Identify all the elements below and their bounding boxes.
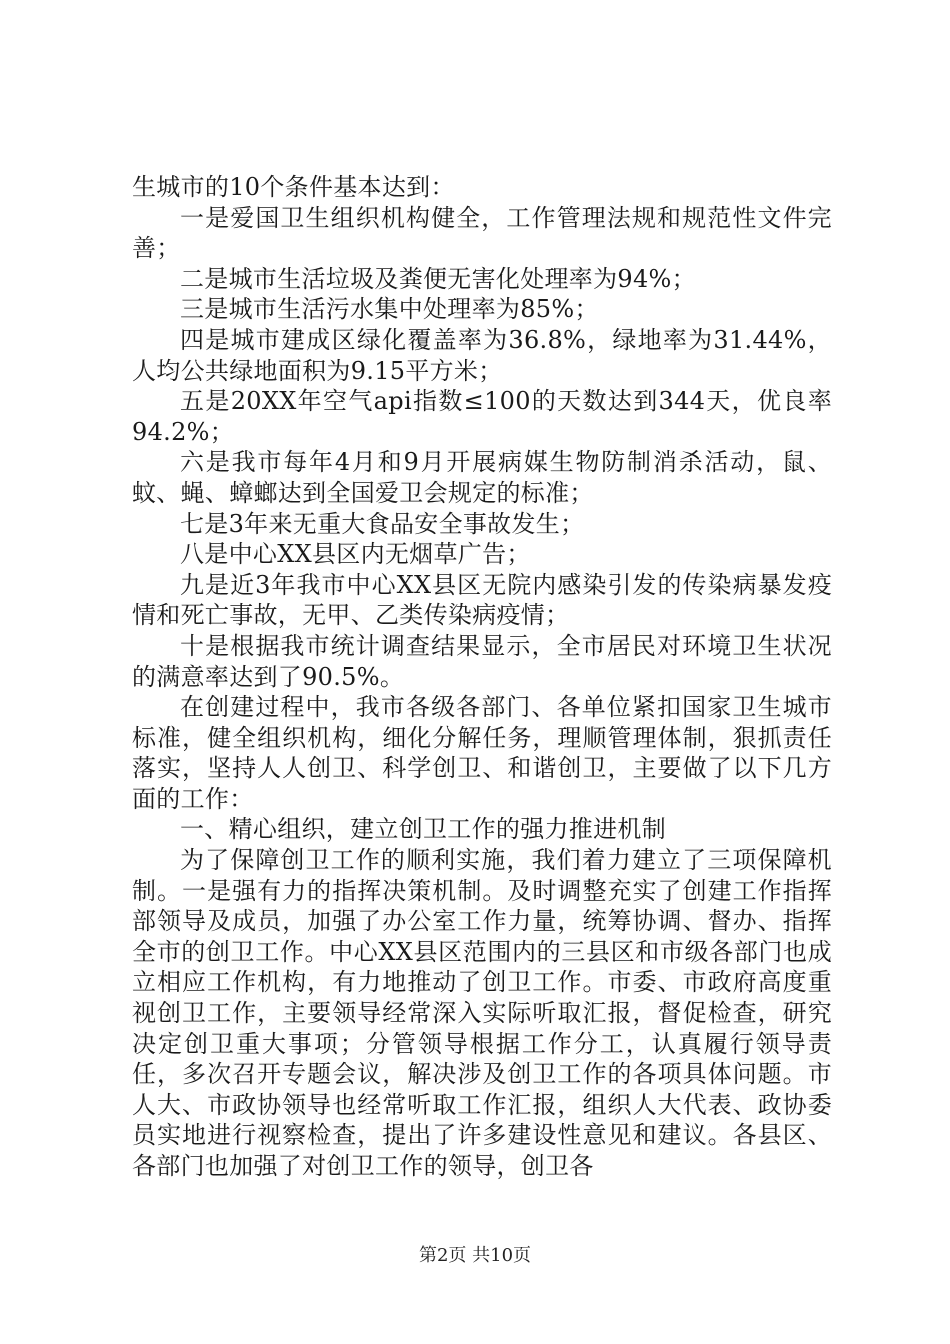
page-number-footer: 第2页 共10页 <box>418 1245 532 1266</box>
document-body <box>132 172 832 1182</box>
paragraph-3: 二是城市生活垃圾及粪便无害化处理率为94%； <box>180 264 696 293</box>
paragraph-2: 一是爱国卫生组织机构健全，工作管理法规和规范性文件完善； <box>132 203 832 263</box>
paragraph-7: 六是我市每年4月和9月开展病媒生物防制消杀活动，鼠、蚊、蝇、蟑螂达到全国爱卫会规定的标准； <box>132 448 832 507</box>
paragraph-4: 三是城市生活污水集中处理率为85%； <box>180 295 599 324</box>
paragraph-8: 七是3年来无重大食品安全事故发生； <box>180 509 585 538</box>
paragraph-14: 为了保障创卫工作的顺利实施，我们着力建立了三项保障机制。一是强有力的指挥决策机制。及时调整充实了创建工作指挥部领导及成员，加强了办公室工作力量，统筹协调、督办、指挥全市的创卫工作。中心XX县区范围内的三县区和市级各部门也成立相应工作机构，有力地推动了创卫工作。市委、市政府高度重视创卫工作，主要领导经常深入实际听取汇报，督促检查，研究决定创卫重大事项；分管领导根据工作分工，认真履行领导责任，多次召开专题会议，解决涉及创卫工作的各项具体问题。市人大、市政协领导也经常听取工作汇报，组织人大代表、政协委员实地进行视察检查，提出了许多建设性意见和建议。各县区、各部门也加强了对创卫工作的领导，创卫各 <box>132 846 832 1180</box>
section-heading-1: 一、精心组织，建立创卫工作的强力推进机制 <box>180 815 666 844</box>
paragraph-10: 九是近3年我市中心XX县区无院内感染引发的传染病暴发疫情和死亡事故，无甲、乙类传染病疫情； <box>132 570 832 630</box>
paragraph-9: 八是中心XX县区内无烟草广告； <box>180 540 531 569</box>
paragraph-1: 生城市的10个条件基本达到： <box>132 173 455 201</box>
paragraph-6: 五是20XX年空气api指数≤100的天数达到344天，优良率94.2%； <box>132 387 832 446</box>
paragraph-5: 四是城市建成区绿化覆盖率为36.8%，绿地率为31.44%，人均公共绿地面积为9.15平方米； <box>132 325 832 385</box>
paragraph-12: 在创建过程中，我市各级各部门、各单位紧扣国家卫生城市标准，健全组织机构，细化分解任务，理顺管理体制，狠抓责任落实，坚持人人创卫、科学创卫、和谐创卫，主要做了以下几方面的工作： <box>132 693 832 813</box>
paragraph-11: 十是根据我市统计调查结果显示，全市居民对环境卫生状况的满意率达到了90.5%。 <box>132 631 832 691</box>
